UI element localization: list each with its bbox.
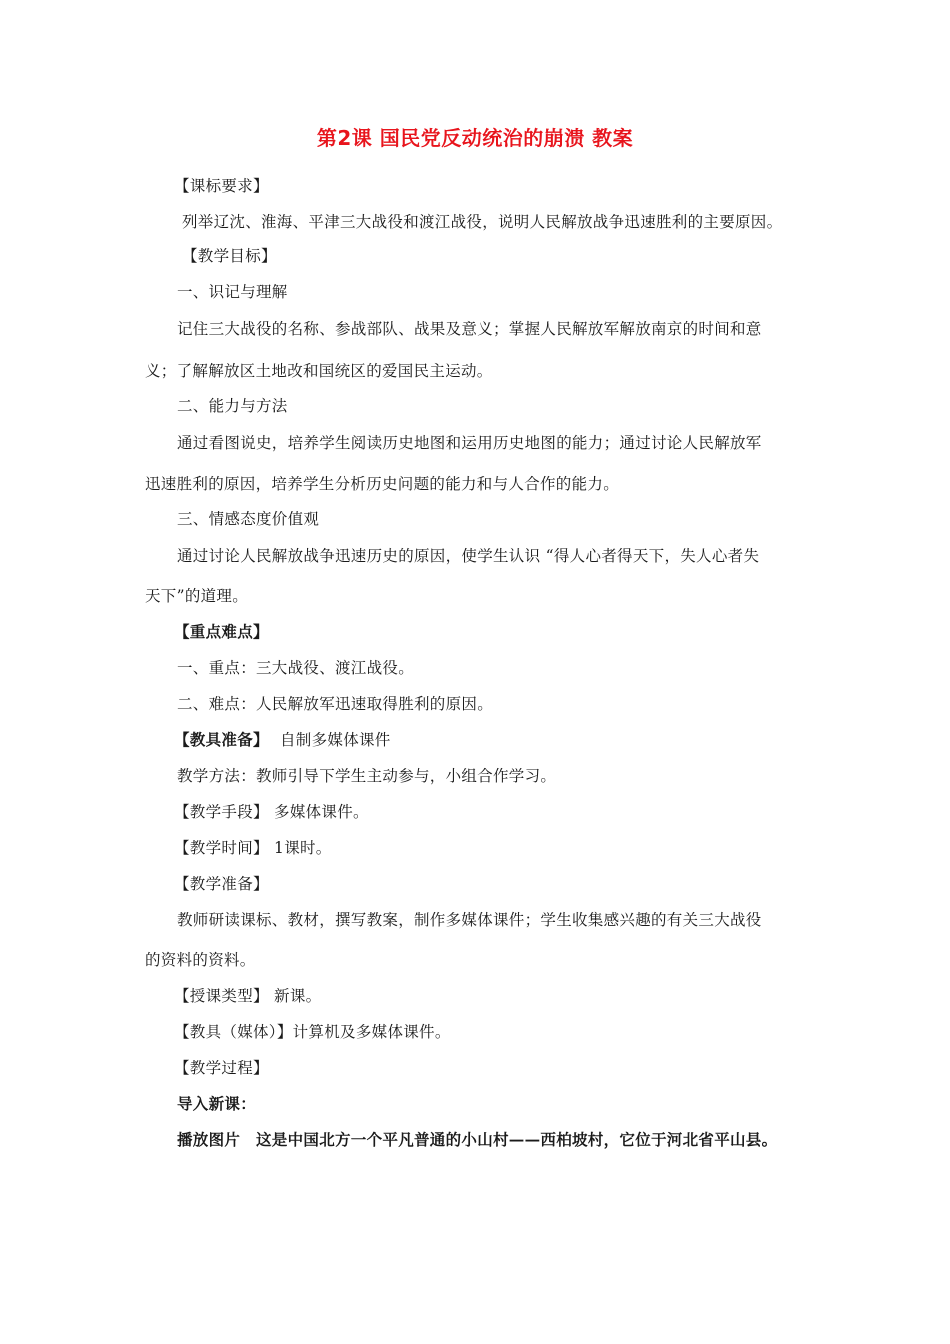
section-heading-teaching-means: 【教学手段】 多媒体课件。 (174, 803, 369, 821)
paragraph-line: 教师研读课标、教材，撰写教案，制作多媒体课件；学生收集感兴趣的有关三大战役 (177, 911, 762, 929)
subheading-line: 三、情感态度价值观 (177, 510, 320, 528)
paragraph-line: 迅速胜利的原因，培养学生分析历史问题的能力和与人合作的能力。 (145, 475, 620, 493)
subheading-line: 二、能力与方法 (177, 397, 288, 415)
section-heading-lesson-type: 【授课类型】 新课。 (174, 987, 322, 1005)
section-heading-key-points: 【重点难点】 (174, 622, 269, 641)
section-heading-media: 【教具（媒体）】计算机及多媒体课件。 (174, 1023, 451, 1041)
paragraph-line: 的资料的资料。 (145, 951, 256, 969)
section-heading-process: 【教学过程】 (174, 1059, 269, 1077)
section-heading-preparation: 【教学准备】 (174, 875, 269, 893)
subheading-line: 一、识记与理解 (177, 283, 288, 301)
section-heading-objectives: 【教学目标】 (182, 247, 277, 265)
subheading-introduction: 导入新课： (177, 1094, 257, 1113)
paragraph-line: 义；了解解放区土地改和国统区的爱国民主运动。 (145, 362, 493, 380)
section-heading-curriculum: 【课标要求】 (174, 177, 269, 195)
paragraph-line: 通过讨论人民解放战争迅速历史的原因，使学生认识 “得人心者得天下，失人心者失 (177, 547, 760, 565)
paragraph-line: 记住三大战役的名称、参战部队、战果及意义；掌握人民解放军解放南京的时间和意 (177, 320, 762, 338)
paragraph-line: 自制多媒体课件 (280, 731, 391, 749)
paragraph-line: 列举辽沈、淮海、平津三大战役和渡江战役，说明人民解放战争迅速胜利的主要原因。 (182, 213, 783, 231)
section-heading-teaching-aids: 【教具准备】 (174, 730, 269, 749)
paragraph-line: 二、难点：人民解放军迅速取得胜利的原因。 (177, 695, 494, 713)
paragraph-line: 教学方法：教师引导下学生主动参与，小组合作学习。 (177, 767, 557, 785)
paragraph-line: 天下”的道理。 (145, 587, 249, 605)
section-heading-teaching-time: 【教学时间】 1课时。 (174, 839, 332, 857)
paragraph-line: 播放图片 这是中国北方一个平凡普通的小山村——西柏坡村，它位于河北省平山县。 (177, 1130, 778, 1149)
paragraph-line: 一、重点：三大战役、渡江战役。 (177, 659, 415, 677)
document-title: 第2课 国民党反动统治的崩溃 教案 (316, 126, 634, 150)
paragraph-line: 通过看图说史，培养学生阅读历史地图和运用历史地图的能力；通过讨论人民解放军 (177, 434, 762, 452)
